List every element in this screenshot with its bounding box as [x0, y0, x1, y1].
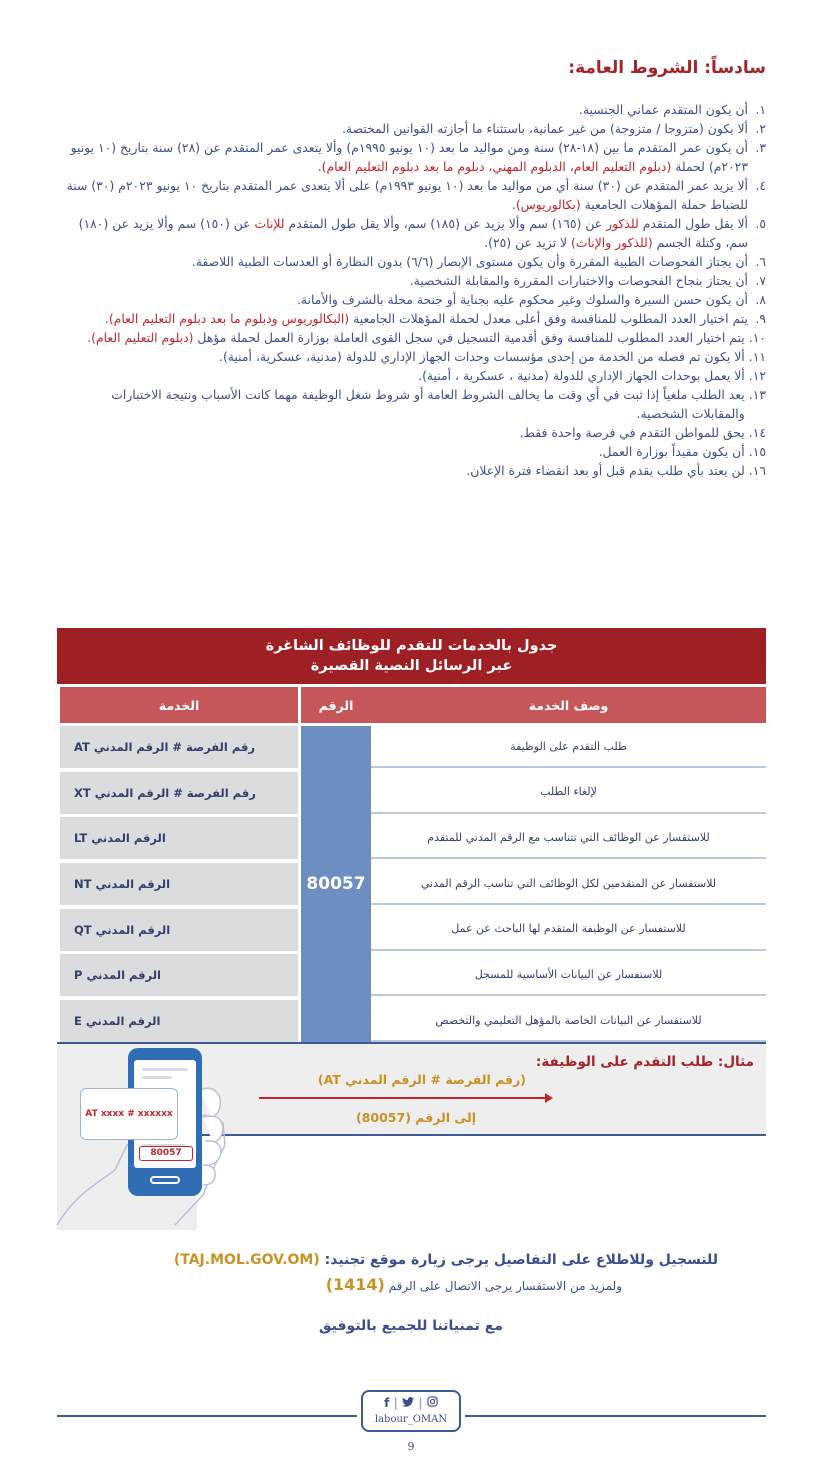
website-link[interactable]: (TAJ.MOL.GOV.OM) — [173, 1252, 320, 1268]
arrow-icon — [259, 1097, 549, 1099]
condition-text — [56, 423, 745, 442]
condition-item — [56, 119, 766, 138]
service-column — [60, 726, 298, 1046]
condition-text-part: ألا يزيد عمر المتقدم عن (٣٠) سنة أي من مواليد ما بعد (١٠ يونيو ١٩٩٣م) على ألا يتعدى عمر المتقدم بتاريخ ١٠ يونيو ٢٠٢٣م (٣٠) سنة للضباط حملة المؤهلات الجامعية — [66, 178, 748, 212]
condition-text — [56, 138, 748, 176]
condition-number: ٢. — [755, 121, 766, 136]
condition-number: ٣. — [755, 140, 766, 155]
condition-text-part: أن يكون عمر المتقدم ما بين (١٨-٢٨) سنة ومن مواليد ما بعد (١٠ يونيو ١٩٩٥م) وألا يتعدى عمر المتقدم عن (٢٨) سنة بتاريخ (١٠ يونيو ٢٠٢٣م) لحملة — [70, 140, 748, 174]
condition-item — [56, 290, 766, 309]
service-description-cell: لإلغاء الطلب — [371, 772, 766, 814]
condition-text — [56, 347, 745, 366]
condition-text — [56, 366, 745, 385]
condition-number: ١٢. — [748, 368, 766, 383]
condition-text — [56, 271, 748, 290]
separator: | — [393, 1396, 398, 1410]
condition-text-part: عن (١٦٥) سم وألا يزيد عن (١٨٥) سم، وألا يقل طول المتقدم — [284, 216, 607, 231]
condition-text — [56, 252, 748, 271]
hotline-number[interactable]: (1414) — [325, 1275, 385, 1294]
inquiry-text: ولمزيد من الاستفسار يرجى الاتصال على الرقم — [384, 1279, 622, 1293]
facebook-icon[interactable]: f — [384, 1396, 390, 1410]
sms-services-table — [57, 628, 766, 1046]
footer-wishes: مع تمنياتنا للجميع بالتوفيق — [319, 1318, 503, 1334]
condition-item — [56, 423, 766, 442]
condition-text — [56, 290, 748, 309]
condition-number: ٤. — [755, 178, 766, 193]
highlighted-text: (البكالوريوس ودبلوم ما بعد دبلوم التعليم العام) — [108, 311, 350, 326]
example-sms-format: (رقم الفرصة # الرقم المدني AT) — [317, 1072, 526, 1087]
condition-number: ٧. — [755, 273, 766, 288]
service-code-cell: الرقم المدني QT — [60, 909, 298, 951]
page-number: 9 — [407, 1440, 415, 1453]
condition-item — [56, 442, 766, 461]
condition-text-part: يتم اختيار العدد المطلوب للمنافسة وفق أعلى معدل لحملة المؤهلات الجامعية — [349, 311, 748, 326]
service-description-cell: طلب التقدم على الوظيفة — [371, 726, 766, 768]
condition-text — [56, 100, 748, 119]
condition-number: ١١. — [748, 349, 766, 364]
example-title: مثال: طلب التقدم على الوظيفة: — [535, 1054, 754, 1070]
condition-number: ١٥. — [748, 444, 766, 459]
separator: | — [418, 1396, 423, 1410]
condition-text-part: ألا يعمل بوحدات الجهاز الإداري للدولة (مدنية ، عسكرية ، أمنية). — [418, 368, 745, 383]
condition-text — [56, 119, 748, 138]
phone-number-display: 80057 — [139, 1146, 193, 1161]
service-description-cell: للاستفسار عن البيانات الأساسية للمسجل — [371, 954, 766, 996]
service-description-cell: للاستفسار عن الوظيفة المتقدم لها الباحث عن عمل — [371, 909, 766, 951]
social-badge — [361, 1390, 461, 1432]
condition-text-part: يحق للمواطن التقدم في فرصة واحدة فقط. — [519, 425, 745, 440]
condition-text-part: . — [317, 159, 322, 174]
condition-text-part: أن يكون مقيداً بوزارة العمل. — [598, 444, 745, 459]
instagram-icon[interactable] — [427, 1396, 438, 1407]
highlighted-text: للإناث — [254, 216, 285, 231]
screen-line — [142, 1076, 172, 1079]
condition-item — [56, 252, 766, 271]
condition-text — [56, 309, 748, 328]
description-column — [371, 726, 766, 1046]
condition-item — [56, 461, 766, 480]
header-description: وصف الخدمة — [371, 687, 766, 723]
condition-text-part: ألا يكون تم فصله من الخدمة من إحدى مؤسسات وحدات الجهاز الإداري للدولة (مدنية، عسكرية، أمنية). — [219, 349, 745, 364]
condition-text-part: لن يعتد بأي طلب يقدم قبل أو بعد انقضاء فترة الإعلان. — [466, 463, 745, 478]
social-icons — [363, 1396, 459, 1410]
condition-text-part: يتم اختيار العدد المطلوب للمنافسة وفق أقدمية التسجيل في سجل القوى العاملة بوزارة العمل لحملة مؤهل — [193, 330, 745, 345]
condition-number: ٥. — [755, 216, 766, 231]
table-header-row — [57, 687, 766, 723]
condition-item — [56, 176, 766, 214]
condition-text — [56, 176, 748, 214]
service-description-cell: للاستفسار عن المتقدمين لكل الوظائف التي تناسب الرقم المدني — [371, 863, 766, 905]
condition-text-part: أن يجتاز الفحوصات الطبية المقررة وأن يكون مستوى الإبصار (٦/٦) بدون النظارة أو العدسات الطبية اللاصقة. — [191, 254, 748, 269]
condition-number: ١٦. — [748, 463, 766, 478]
condition-number: ١٠. — [748, 330, 766, 345]
header-service: الخدمة — [60, 687, 298, 723]
service-description-cell: للاستفسار عن الوظائف التي تتناسب مع الرقم المدني للمتقدم — [371, 817, 766, 859]
condition-number: ٨. — [755, 292, 766, 307]
condition-text-part: ألا يقل طول المتقدم — [638, 216, 748, 231]
condition-text — [56, 385, 745, 423]
service-code-cell: الرقم المدني NT — [60, 863, 298, 905]
condition-item — [56, 328, 766, 347]
screen-line — [142, 1068, 188, 1071]
highlighted-text: (للذكور والإناث) — [571, 235, 653, 250]
condition-item — [56, 214, 766, 252]
sms-number-cell: 80057 — [301, 726, 371, 1042]
phone-home-button — [150, 1176, 180, 1184]
condition-text-part: . — [511, 197, 516, 212]
social-handle[interactable]: labour_OMAN — [374, 1414, 448, 1425]
condition-text-part: أن يجتاز بنجاح الفحوصات والاختبارات المقررة والمقابلة الشخصية. — [409, 273, 748, 288]
sms-bubble: AT xxxx # xxxxxx — [80, 1088, 178, 1140]
condition-text — [56, 214, 748, 252]
condition-text-part: . — [104, 311, 109, 326]
condition-item — [56, 385, 766, 423]
table-title — [57, 628, 766, 684]
divider-left — [57, 1415, 357, 1417]
table-title-line1: جدول بالخدمات للتقدم للوظائف الشاغرة — [265, 638, 558, 654]
condition-number: ٩. — [755, 311, 766, 326]
register-text: للتسجيل وللاطلاع على التفاصيل يرجى زيارة موقع تجنيد: — [319, 1252, 718, 1268]
condition-number: ٦. — [755, 254, 766, 269]
service-code-cell: رقم الفرصة # الرقم المدني AT — [60, 726, 298, 768]
highlighted-text: (بكالوريوس) — [515, 197, 581, 212]
service-description-cell: للاستفسار عن البيانات الخاصة بالمؤهل التعليمي والتخصص — [371, 1000, 766, 1042]
condition-text-part: أن يكون حسن السيرة والسلوك وغير محكوم عليه بجناية أو جنحة مخلة بالشرف والأمانة. — [296, 292, 748, 307]
footer-inquiry — [326, 1275, 622, 1294]
divider-right — [465, 1415, 766, 1417]
highlighted-text: (دبلوم التعليم العام) — [91, 330, 194, 345]
service-code-cell: رقم الفرصة # الرقم المدني XT — [60, 772, 298, 814]
condition-number: ١٤. — [748, 425, 766, 440]
highlighted-text: (دبلوم التعليم العام، الدبلوم المهني، دبلوم ما بعد دبلوم التعليم العام) — [321, 159, 672, 174]
service-code-cell: الرقم المدني LT — [60, 817, 298, 859]
condition-number: ١. — [755, 102, 766, 117]
service-code-cell: الرقم المدني E — [60, 1000, 298, 1042]
condition-number: ١٣. — [748, 387, 766, 402]
condition-text — [56, 461, 745, 480]
condition-text-part: عن (١٥٠) سم وألا يزيد عن (١٨٠) سم، وكتلة الجسم — [78, 216, 748, 250]
condition-text-part: لا تزيد عن (٢٥). — [484, 235, 572, 250]
section-heading: سادساً: الشروط العامة: — [568, 58, 766, 78]
condition-item — [56, 309, 766, 328]
service-code-cell: الرقم المدني P — [60, 954, 298, 996]
condition-item — [56, 138, 766, 176]
table-title-line2: عبر الرسائل النصية القصيرة — [310, 658, 513, 674]
condition-item — [56, 347, 766, 366]
condition-text-part: ألا يكون (متزوجا / متزوجة) من غير عمانية، باستثناء ما أجازته القوانين المختصة. — [341, 121, 748, 136]
condition-text-part: يعد الطلب ملغياً إذا ثبت في أي وقت ما يخالف الشروط العامة أو شروط شغل الوظيفة مهما كانت الأسباب ونتيجة الاختبارات والمقابلات الشخصية. — [111, 387, 745, 421]
condition-text-part: . — [87, 330, 92, 345]
example-to-number: إلى الرقم (80057) — [355, 1110, 476, 1125]
condition-item — [56, 271, 766, 290]
condition-item — [56, 100, 766, 119]
conditions-list — [56, 100, 766, 480]
twitter-icon[interactable] — [402, 1397, 414, 1407]
condition-item — [56, 366, 766, 385]
condition-text — [56, 328, 745, 347]
table-body — [57, 726, 766, 1046]
condition-text-part: أن يكون المتقدم عماني الجنسية. — [578, 102, 748, 117]
header-number: الرقم — [301, 687, 371, 723]
highlighted-text: للذكور — [606, 216, 639, 231]
condition-text — [56, 442, 745, 461]
footer-register — [174, 1252, 718, 1268]
